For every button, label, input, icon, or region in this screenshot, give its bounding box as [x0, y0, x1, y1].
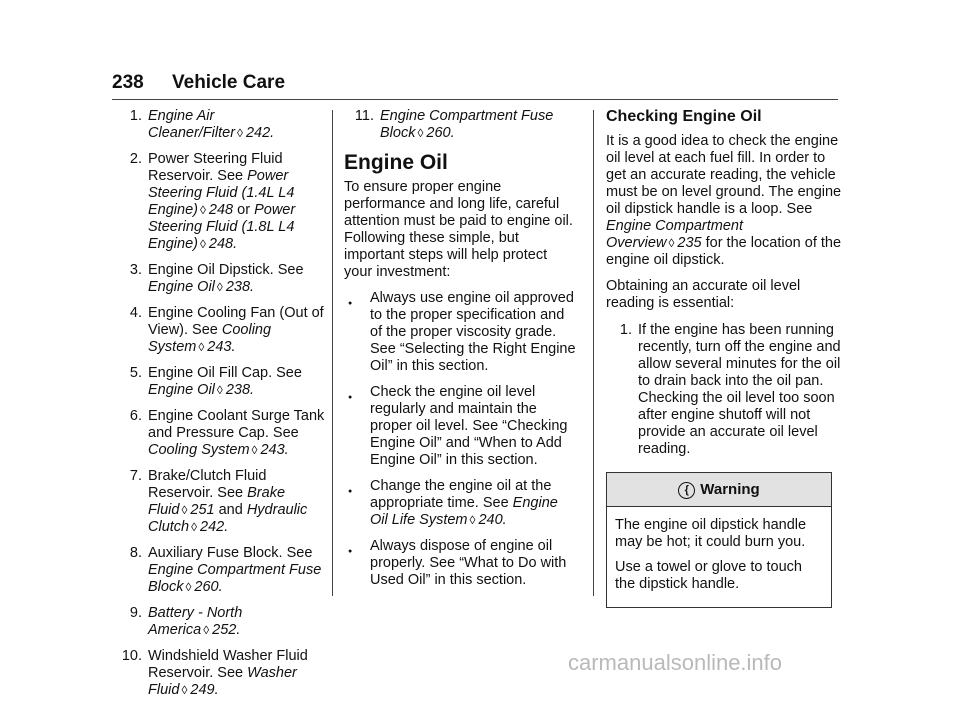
- bullet-item: [344, 384, 578, 469]
- item-number: 9.: [129, 605, 142, 621]
- step-item: [606, 322, 842, 458]
- left-column: [112, 108, 327, 708]
- list-item: [112, 108, 327, 142]
- checking-heading: Checking Engine Oil: [606, 108, 762, 125]
- bullet-text: [370, 384, 578, 469]
- reference-text: Engine Oil: [148, 382, 215, 398]
- warning-header: [607, 473, 831, 507]
- page-ref-icon: ◊: [185, 580, 192, 594]
- reference-text: Engine Oil Life System: [370, 495, 558, 528]
- item-text: [148, 468, 327, 536]
- engine-oil-heading: Engine Oil: [344, 151, 448, 174]
- page-ref-icon: ◊: [203, 623, 210, 637]
- body-text: Engine Cooling Fan (Out of View). See: [148, 305, 324, 338]
- reference-text: Cooling System: [148, 322, 272, 355]
- body-text: Engine Coolant Surge Tank and Pressure Cap. See: [148, 408, 325, 441]
- item-number: 7.: [129, 468, 142, 484]
- item-text: [148, 262, 327, 296]
- body-text: Brake/Clutch Fluid Reservoir. See: [148, 468, 267, 501]
- reference-text: Engine Compartment Fuse Block: [148, 562, 322, 595]
- body-text: Power Steering Fluid Reservoir. See: [148, 151, 283, 184]
- page-ref-icon: ◊: [469, 513, 476, 527]
- page-ref-icon: ◊: [216, 280, 223, 294]
- page-ref-icon: ◊: [181, 683, 188, 697]
- middle-column: [344, 108, 578, 598]
- bullet-item: [344, 538, 578, 589]
- item-number: 1.: [129, 108, 142, 124]
- item-text: [148, 108, 327, 142]
- checking-paragraph: [606, 133, 842, 269]
- body-text: Always use engine oil approved to the proper specification and of the proper viscosity grade. See “Selecting the Right Engine Oil” in this section.: [370, 290, 576, 374]
- item-text: [148, 365, 327, 399]
- callout-list: [112, 108, 327, 699]
- list-item: [112, 305, 327, 356]
- page-ref-icon: ◊: [181, 503, 188, 517]
- page-ref-icon: ◊: [417, 126, 424, 140]
- list-item: [112, 468, 327, 536]
- reference-text: 243.: [260, 442, 289, 458]
- reference-text: 248: [208, 202, 234, 218]
- reference-text: Engine Air Cleaner/Filter: [148, 108, 236, 141]
- page-ref-icon: ◊: [251, 443, 258, 457]
- reference-text: 238.: [225, 382, 255, 398]
- warning-text: The engine oil dipstick handle may be hot; it could burn you.: [615, 517, 807, 550]
- reference-text: 248.: [208, 236, 238, 252]
- reference-text: 251: [190, 502, 215, 518]
- item-text: [148, 605, 327, 639]
- body-text: and: [214, 502, 247, 518]
- list-item: [112, 151, 327, 253]
- body-text: Check the engine oil level regularly and maintain the proper oil level. See “Checking Engine Oil” and “When to Add Engine Oil” in this section.: [370, 384, 568, 468]
- page-ref-icon: ◊: [199, 237, 206, 251]
- body-text: Engine Oil Fill Cap. See: [148, 365, 302, 381]
- body-text: Windshield Washer Fluid Reservoir. See: [148, 648, 308, 681]
- reference-text: Hydraulic Clutch: [148, 502, 308, 535]
- item-text: [380, 108, 578, 142]
- page-ref-icon: ◊: [237, 126, 243, 140]
- warning-icon: {: [678, 482, 695, 499]
- item-text: [148, 648, 327, 699]
- body-text: or: [233, 202, 255, 218]
- page-ref-icon: ◊: [199, 203, 206, 217]
- item-number: 11.: [354, 108, 374, 124]
- reference-text: Battery - North America: [148, 605, 243, 638]
- reference-text: Power Steering Fluid (1.4L L4 Engine): [148, 168, 295, 218]
- page-number: 238: [112, 72, 144, 93]
- reference-text: 252.: [212, 622, 241, 638]
- warning-body: [607, 507, 831, 607]
- item-number: 3.: [129, 262, 142, 278]
- reference-text: 240.: [478, 512, 507, 528]
- page-ref-icon: ◊: [668, 236, 675, 250]
- page-ref-icon: ◊: [198, 340, 205, 354]
- reference-text: Power Steering Fluid (1.8L L4 Engine): [148, 202, 296, 252]
- reference-text: 238.: [225, 279, 255, 295]
- item-number: 10.: [121, 648, 142, 664]
- step-text: If the engine has been running recently, turn off the engine and allow several minutes for the oil to drain back into the oil pan. Checking the oil level too soon after engine shutoff will not provide an accurate oil level reading.: [638, 322, 841, 457]
- watermark: carmanualsonline.info: [568, 650, 783, 675]
- reference-text: Cooling System: [148, 442, 250, 458]
- header-rule: [112, 99, 838, 100]
- reference-text: Engine Compartment Overview: [606, 218, 744, 251]
- reference-text: 243.: [207, 339, 236, 355]
- body-text: Change the engine oil at the appropriate time. See: [370, 478, 552, 511]
- engine-oil-intro: To ensure proper engine performance and long life, careful attention must be paid to engine oil. Following these simple, but important steps will help protect your investment:: [344, 179, 573, 280]
- reference-text: Engine Compartment Fuse Block: [380, 108, 554, 141]
- reference-text: 242.: [245, 125, 275, 141]
- item-number: 2.: [129, 151, 142, 167]
- bullet-icon: ●: [348, 548, 353, 555]
- bullet-text: [370, 538, 578, 589]
- reference-text: 242.: [200, 519, 229, 535]
- body-text: Engine Oil Dipstick. See: [148, 262, 304, 278]
- body-text: for the location of the engine oil dipstick.: [606, 235, 842, 268]
- list-item: [112, 648, 327, 699]
- bullet-text: [370, 478, 578, 529]
- page-ref-icon: ◊: [191, 520, 198, 534]
- list-item: [344, 108, 578, 142]
- column-divider: [593, 110, 594, 596]
- warning-text: Use a towel or glove to touch the dipstick handle.: [615, 559, 802, 592]
- list-item: [112, 408, 327, 459]
- bullet-list: [344, 290, 578, 589]
- reference-text: 260.: [194, 579, 223, 595]
- section-title: Vehicle Care: [172, 72, 286, 93]
- right-column: [606, 108, 842, 608]
- reference-text: 249.: [190, 682, 219, 698]
- reference-text: 235: [677, 235, 702, 251]
- bullet-icon: ●: [348, 394, 353, 401]
- warning-box: [606, 472, 832, 608]
- item-text: [148, 151, 327, 253]
- item-text: [148, 305, 327, 356]
- reference-text: Brake Fluid: [148, 485, 286, 518]
- item-number: 5.: [129, 365, 142, 381]
- bullet-item: [344, 478, 578, 529]
- item-number: 8.: [129, 545, 142, 561]
- list-item: [112, 545, 327, 596]
- checking-paragraph-2: Obtaining an accurate oil level reading is essential:: [606, 278, 801, 311]
- item-text: [148, 545, 327, 596]
- step-number: 1.: [619, 322, 632, 338]
- bullet-item: [344, 290, 578, 375]
- bullet-text: [370, 290, 578, 375]
- bullet-icon: ●: [348, 300, 353, 307]
- reference-text: Washer Fluid: [148, 665, 297, 698]
- list-item: [112, 365, 327, 399]
- callout-list: [344, 108, 578, 142]
- page-ref-icon: ◊: [216, 383, 223, 397]
- list-item: [112, 262, 327, 296]
- column-divider: [332, 110, 333, 596]
- reference-text: Engine Oil: [148, 279, 215, 295]
- item-number: 4.: [129, 305, 142, 321]
- page-header: [112, 72, 285, 94]
- body-text: It is a good idea to check the engine oil level at each fuel fill. In order to get an accurate reading, the vehicle must be on level ground. The engine oil dipstick handle is a loop. See: [606, 133, 842, 217]
- warning-title: Warning: [700, 481, 760, 498]
- list-item: [112, 605, 327, 639]
- item-number: 6.: [129, 408, 142, 424]
- item-text: [148, 408, 327, 459]
- body-text: Auxiliary Fuse Block. See: [148, 545, 313, 561]
- body-text: Always dispose of engine oil properly. See “What to Do with Used Oil” in this section.: [370, 538, 567, 588]
- reference-text: 260.: [426, 125, 455, 141]
- bullet-icon: ●: [348, 488, 353, 495]
